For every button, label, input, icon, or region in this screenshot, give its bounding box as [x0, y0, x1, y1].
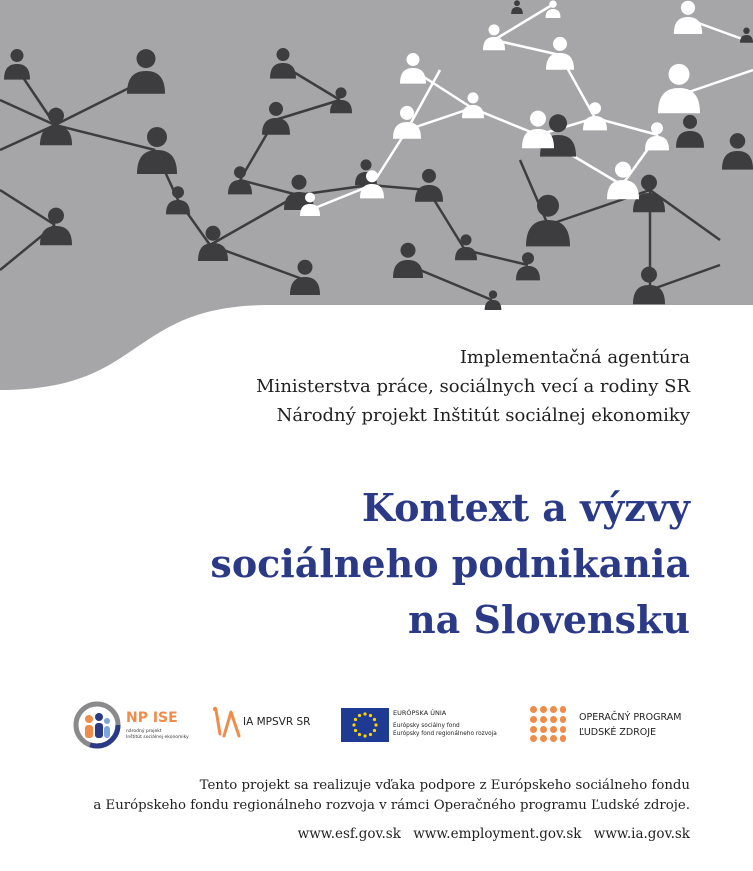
title-line-2: sociálneho podnikania — [210, 541, 690, 586]
eu-title: EURÓPSKA ÚNIA — [393, 709, 447, 717]
organization-header — [256, 343, 690, 430]
title-line-1: Kontext a výzvy — [361, 485, 690, 530]
eu-line-2: Európsky fond regionálneho rozvoja — [393, 731, 497, 737]
ia-icon — [212, 706, 242, 740]
eu-logo — [341, 698, 511, 754]
op-line-2: ĽUDSKÉ ZDROJE — [579, 727, 657, 738]
funding-line-2: a Európskeho fondu regionálneho rozvoja v rámci Operačného programu Ľudské zdroje. — [93, 798, 690, 813]
org-line-2: Ministerstva práce, sociálnych vecí a rodiny SR — [256, 376, 690, 397]
ia-name: IA MPSVR SR — [243, 716, 311, 728]
partner-logos — [0, 698, 753, 754]
npise-sub-2: Inštitút sociálnej ekonomiky — [126, 735, 189, 740]
funding-statement — [93, 776, 690, 816]
op-logo — [530, 698, 695, 754]
eu-flag-icon — [341, 708, 389, 742]
link-ia[interactable]: www.ia.gov.sk — [593, 826, 690, 842]
funding-line-1: Tento projekt sa realizuje vďaka podpore z Európskeho sociálneho fondu — [199, 778, 690, 793]
ia-logo — [212, 698, 322, 754]
footer-links — [290, 826, 690, 842]
link-esf[interactable]: www.esf.gov.sk — [297, 826, 401, 842]
op-line-1: OPERAČNÝ PROGRAM — [579, 712, 682, 723]
org-line-3: Národný projekt Inštitút sociálnej ekonomiky — [276, 405, 690, 426]
op-dots-icon — [530, 706, 566, 742]
npise-name: NP ISE — [126, 710, 178, 726]
org-line-1: Implementačná agentúra — [459, 347, 690, 368]
document-title — [210, 480, 690, 648]
npise-logo — [72, 698, 192, 754]
eu-line-1: Európsky sociálny fond — [393, 723, 460, 729]
npise-sub-1: národný projekt — [126, 729, 162, 734]
link-employment[interactable]: www.employment.gov.sk — [413, 826, 582, 842]
title-line-3: na Slovensku — [408, 597, 690, 642]
npise-icon — [72, 700, 122, 750]
network-illustration — [0, 0, 753, 390]
